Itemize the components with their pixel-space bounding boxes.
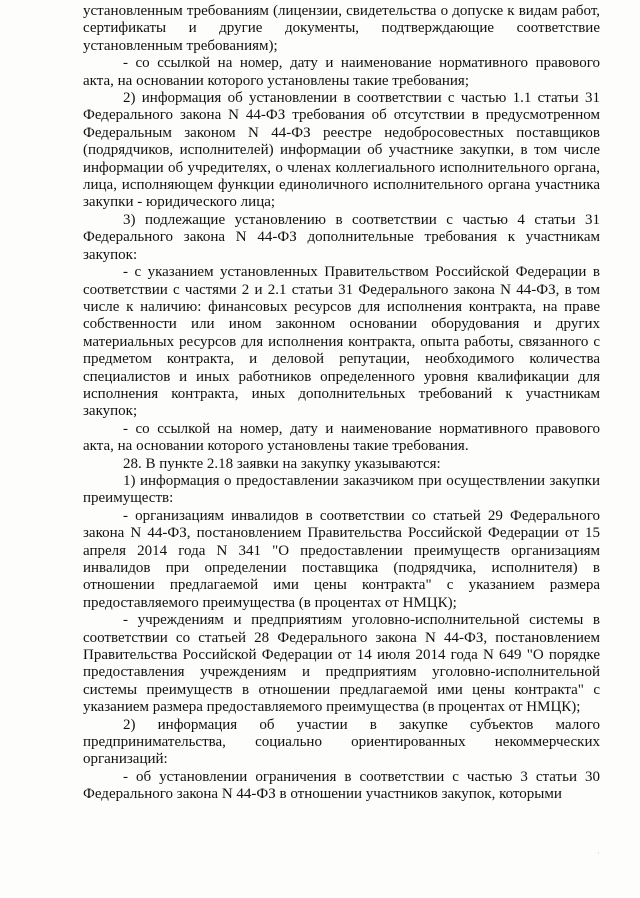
paragraph-10: - учреждениям и предприятиям уголовно-исполнительной системы в соответствии со статьей 28 Федерального закона N 44-ФЗ, постановлением Правительства Российской Федерации от 14 июля 2014 года N 649 "О порядке предоставления учреждениям и предприятиям уголовно-исполнительной системы преимуществ в отношении предлагаемой ими цены контракта" с указанием размера предоставляемого преимущества (в процентах от НМЦК);: [83, 612, 600, 716]
paragraph-11: 2) информация об участии в закупке субъектов малого предпринимательства, социально ориентированных некоммерческих организаций:: [83, 716, 600, 768]
scan-speck: ·: [597, 848, 600, 858]
paragraph-2: - со ссылкой на номер, дату и наименование нормативного правового акта, на основании которого установлены такие требования;: [83, 55, 600, 89]
paragraph-9: - организациям инвалидов в соответствии со статьей 29 Федерального закона N 44-ФЗ, постановлением Правительства Российской Федерации от 15 апреля 2014 года N 341 "О предоставлении преимуществ организациям инвалидов при определении поставщика (подрядчика, исполнителя) в отношении предлагаемой ими цены контракта" с указанием размера предоставляемого преимущества (в процентах от НМЦК);: [83, 507, 600, 611]
paragraph-5: - с указанием установленных Правительством Российской Федерации в соответствии с частями 2 и 2.1 статьи 31 Федерального закона N 44-ФЗ, в том числе к наличию: финансовых ресурсов для исполнения контракта, на праве собственности или ином законном основании оборудования и других материальных ресурсов для исполнения контракта, опыта работы, связанного с предметом контракта, и деловой репутации, необходимого количества специалистов и иных работников определенного уровня квалификации для исполнения контракта, иных дополнительных требований к участникам закупок;: [83, 264, 600, 420]
paragraph-7: 28. В пункте 2.18 заявки на закупку указываются:: [123, 455, 441, 472]
paragraph-8: 1) информация о предоставлении заказчиком при осуществлении закупки преимуществ:: [83, 472, 600, 507]
paragraph-1: установленным требованиям (лицензии, свидетельства о допуске к видам работ, сертификаты и другие документы, подтверждающие соответствие установленным требованиям);: [83, 3, 600, 54]
paragraph-6: - со ссылкой на номер, дату и наименование нормативного правового акта, на основании которого установлены такие требования.: [83, 420, 600, 455]
document-body: [83, 3, 600, 804]
paragraph-4: 3) подлежащие установлению в соответствии с частью 4 статьи 31 Федерального закона N 44-ФЗ дополнительные требования к участникам закупок:: [83, 211, 600, 263]
paragraph-3: 2) информация об установлении в соответствии с частью 1.1 статьи 31 Федерального закона N 44-ФЗ требования об отсутствии в предусмотренном Федеральным законом N 44-ФЗ реестре недобросовестных поставщиков (подрядчиков, исполнителей) информации об участнике закупки, в том числе информации об учредителях, о членах коллегиального исполнительного органа, лица, исполняющем функции единоличного исполнительного органа участника закупки - юридического лица;: [83, 90, 600, 211]
paragraph-12: - об установлении ограничения в соответствии с частью 3 статьи 30 Федерального закона N 44-ФЗ в отношении участников закупок, которыми: [83, 768, 600, 803]
